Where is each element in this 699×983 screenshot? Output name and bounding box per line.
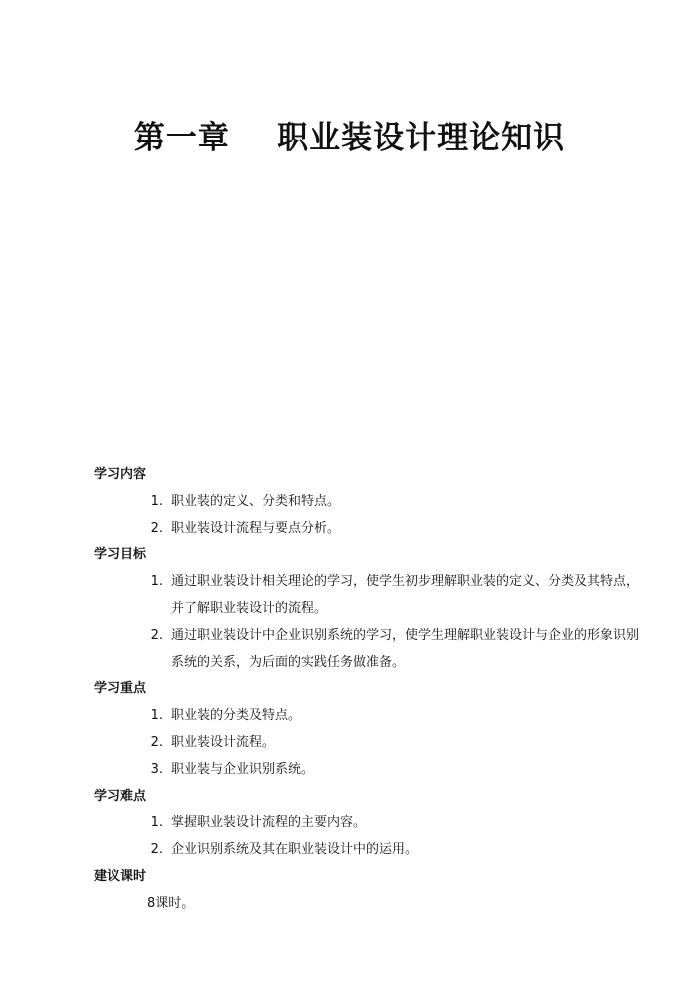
item-number: 3. xyxy=(150,761,163,777)
list-item xyxy=(94,730,639,757)
item-number: 1. xyxy=(150,574,163,590)
item-text: 职业装的定义、分类和特点。 xyxy=(171,493,341,509)
item-text: 职业装设计流程。 xyxy=(171,734,276,750)
section-suggested-hours xyxy=(94,864,639,918)
item-number: 2. xyxy=(150,520,163,536)
list-item xyxy=(94,516,639,543)
item-number: 2. xyxy=(150,842,163,858)
section-heading: 学习难点 xyxy=(94,788,147,804)
item-text: 职业装与企业识别系统。 xyxy=(171,761,315,777)
chapter-title: 第一章 职业装设计理论知识 xyxy=(133,120,566,156)
list-item xyxy=(94,569,639,623)
item-list xyxy=(94,569,639,676)
list-item xyxy=(94,810,639,837)
section-heading: 学习重点 xyxy=(94,681,147,697)
section-heading: 建议课时 xyxy=(94,868,147,884)
item-number: 1. xyxy=(150,708,163,724)
item-list xyxy=(94,489,639,543)
item-text: 企业识别系统及其在职业装设计中的运用。 xyxy=(171,842,419,858)
list-item xyxy=(94,623,639,677)
section-heading: 学习内容 xyxy=(94,467,147,482)
item-number: 2. xyxy=(150,734,163,750)
item-text: 通过职业装设计中企业识别系统的学习，使学生理解职业装设计与企业的形象识别系统的关系，为后面的实践任务做准备。 xyxy=(171,627,640,670)
item-number: 1. xyxy=(150,815,163,831)
item-text: 掌握职业装设计流程的主要内容。 xyxy=(171,815,367,831)
item-text: 职业装的分类及特点。 xyxy=(171,708,302,724)
suggested-hours-text: 8课时。 xyxy=(147,895,195,911)
list-item xyxy=(94,489,639,516)
section-learning-content xyxy=(94,462,639,542)
section-difficulties xyxy=(94,784,639,864)
section-key-points xyxy=(94,676,639,783)
list-item xyxy=(94,757,639,784)
list-item xyxy=(94,837,639,864)
section-heading: 学习目标 xyxy=(94,547,147,563)
item-list xyxy=(94,810,639,864)
list-item xyxy=(94,703,639,730)
item-number: 2. xyxy=(150,627,163,643)
item-number: 1. xyxy=(150,493,163,509)
section-learning-objectives xyxy=(94,542,639,676)
item-list xyxy=(94,703,639,783)
item-text: 通过职业装设计相关理论的学习，使学生初步理解职业装的定义、分类及其特点，并了解职业装设计的流程。 xyxy=(171,574,640,616)
chapter-overview xyxy=(94,462,639,918)
item-text: 职业装设计流程与要点分析。 xyxy=(171,520,341,536)
